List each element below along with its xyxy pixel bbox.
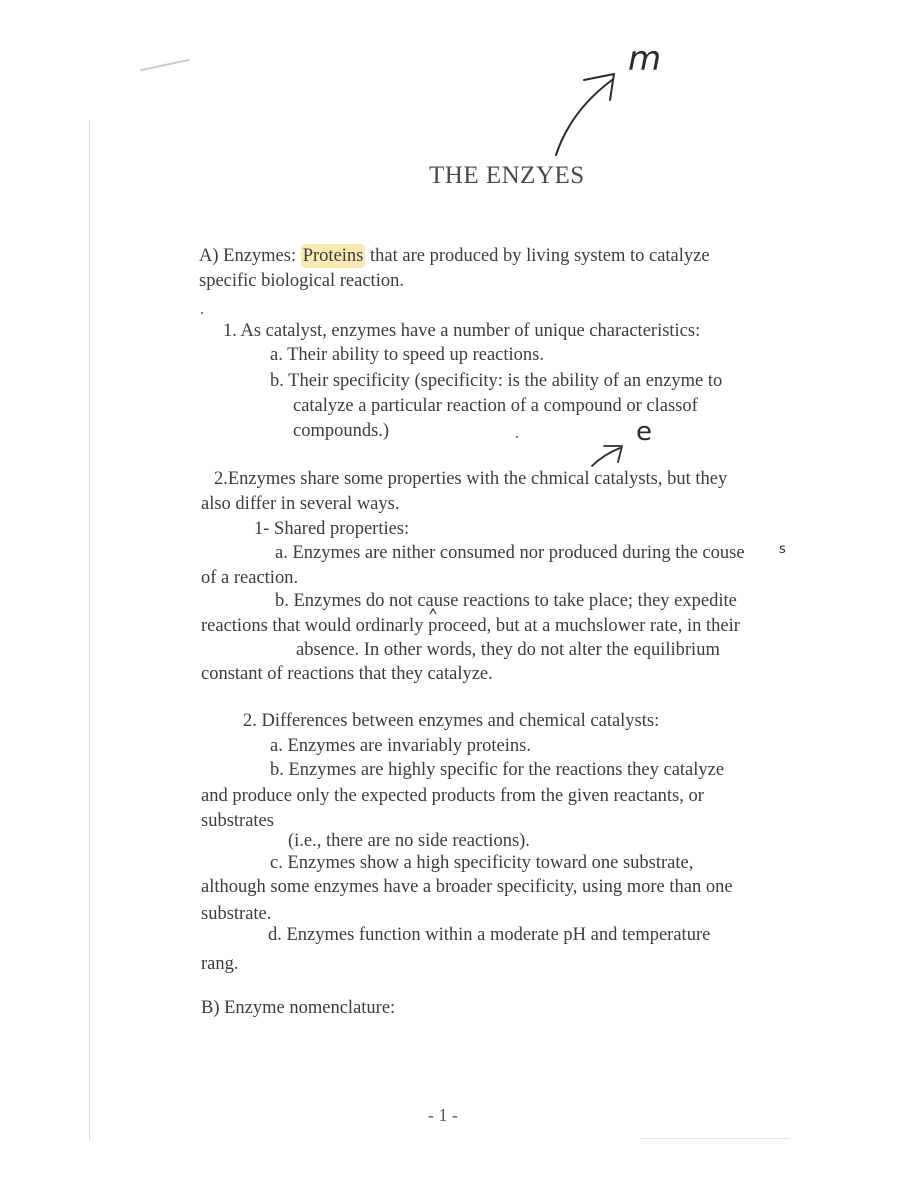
handwritten-arrow-top — [556, 80, 612, 155]
page-bottom-edge — [640, 1138, 790, 1139]
differences-item-b-line-1: b. Enzymes are highly specific for the reactions they catalyze — [270, 760, 725, 780]
handwritten-arrow-inline — [592, 448, 620, 466]
differences-item-b-line-2: and produce only the expected products from the given reactants, or — [201, 786, 704, 806]
section-a-prefix: A) Enzymes: — [199, 246, 301, 266]
differences-item-c-line-1: c. Enzymes show a high specificity toward one substrate, — [270, 853, 694, 873]
shared-item-b-line-3: absence. In other words, they do not alter the equilibrium — [296, 640, 720, 660]
section-a-line-1-rest: that are produced by living system to catalyze — [365, 246, 710, 266]
differences-item-c-line-2: although some enzymes have a broader specificity, using more than one — [201, 877, 733, 897]
handwritten-arrowhead-inline — [604, 446, 622, 462]
point-1-item-b-line-3: compounds.) — [293, 421, 390, 441]
section-b-heading: B) Enzyme nomenclature: — [201, 998, 396, 1018]
differences-item-d-line-1: d. Enzymes function within a moderate pH and temperature — [268, 925, 711, 945]
point-1-item-a: a. Their ability to speed up reactions. — [270, 345, 544, 365]
stray-dot-2 — [516, 436, 518, 438]
page-left-edge — [89, 120, 90, 1140]
handwritten-note-top: m — [628, 39, 662, 79]
highlighted-word: Proteins — [302, 246, 364, 266]
shared-item-b-line-1: b. Enzymes do not cause reactions to take place; they expedite — [275, 591, 737, 611]
differences-item-a: a. Enzymes are invariably proteins. — [270, 736, 531, 756]
shared-properties-heading: 1- Shared properties: — [254, 519, 410, 539]
differences-item-c-line-3: substrate. — [201, 904, 272, 924]
point-2-line-1: 2.Enzymes share some properties with the chmical catalysts, but they — [214, 469, 728, 489]
section-a-line-2: specific biological reaction. — [199, 271, 404, 291]
shared-item-a-line-2: of a reaction. — [201, 568, 299, 588]
differences-item-b-line-3: substrates — [201, 811, 274, 831]
handwritten-arrowhead-top — [584, 74, 614, 100]
shared-item-b-line-4: constant of reactions that they catalyze. — [201, 664, 493, 684]
shared-item-b-line-2: reactions that would ordinarly proceed, but at a muchslower rate, in their — [201, 616, 740, 636]
document-title: THE ENZYES — [429, 162, 585, 189]
shared-item-a-line-1: a. Enzymes are nither consumed nor produced during the couse — [275, 543, 745, 563]
handwritten-correction-course: s — [779, 542, 786, 557]
section-a-line-1 — [199, 246, 710, 267]
point-1-item-b-line-1: b. Their specificity (specificity: is the ability of an enzyme to — [270, 371, 723, 391]
point-2-line-2: also differ in several ways. — [201, 494, 400, 514]
stray-dot — [201, 312, 203, 314]
differences-item-b-line-4: (i.e., there are no side reactions). — [288, 831, 530, 851]
page-number: - 1 - — [428, 1105, 458, 1125]
handwritten-note-inline: e — [636, 417, 652, 447]
point-1-item-b-line-2: catalyze a particular reaction of a compound or classof — [293, 396, 698, 416]
differences-heading: 2. Differences between enzymes and chemical catalysts: — [243, 711, 660, 731]
point-1-heading: 1. As catalyst, enzymes have a number of unique characteristics: — [223, 321, 701, 341]
stray-ink-mark — [140, 59, 189, 71]
differences-item-d-line-2: rang. — [201, 954, 239, 974]
